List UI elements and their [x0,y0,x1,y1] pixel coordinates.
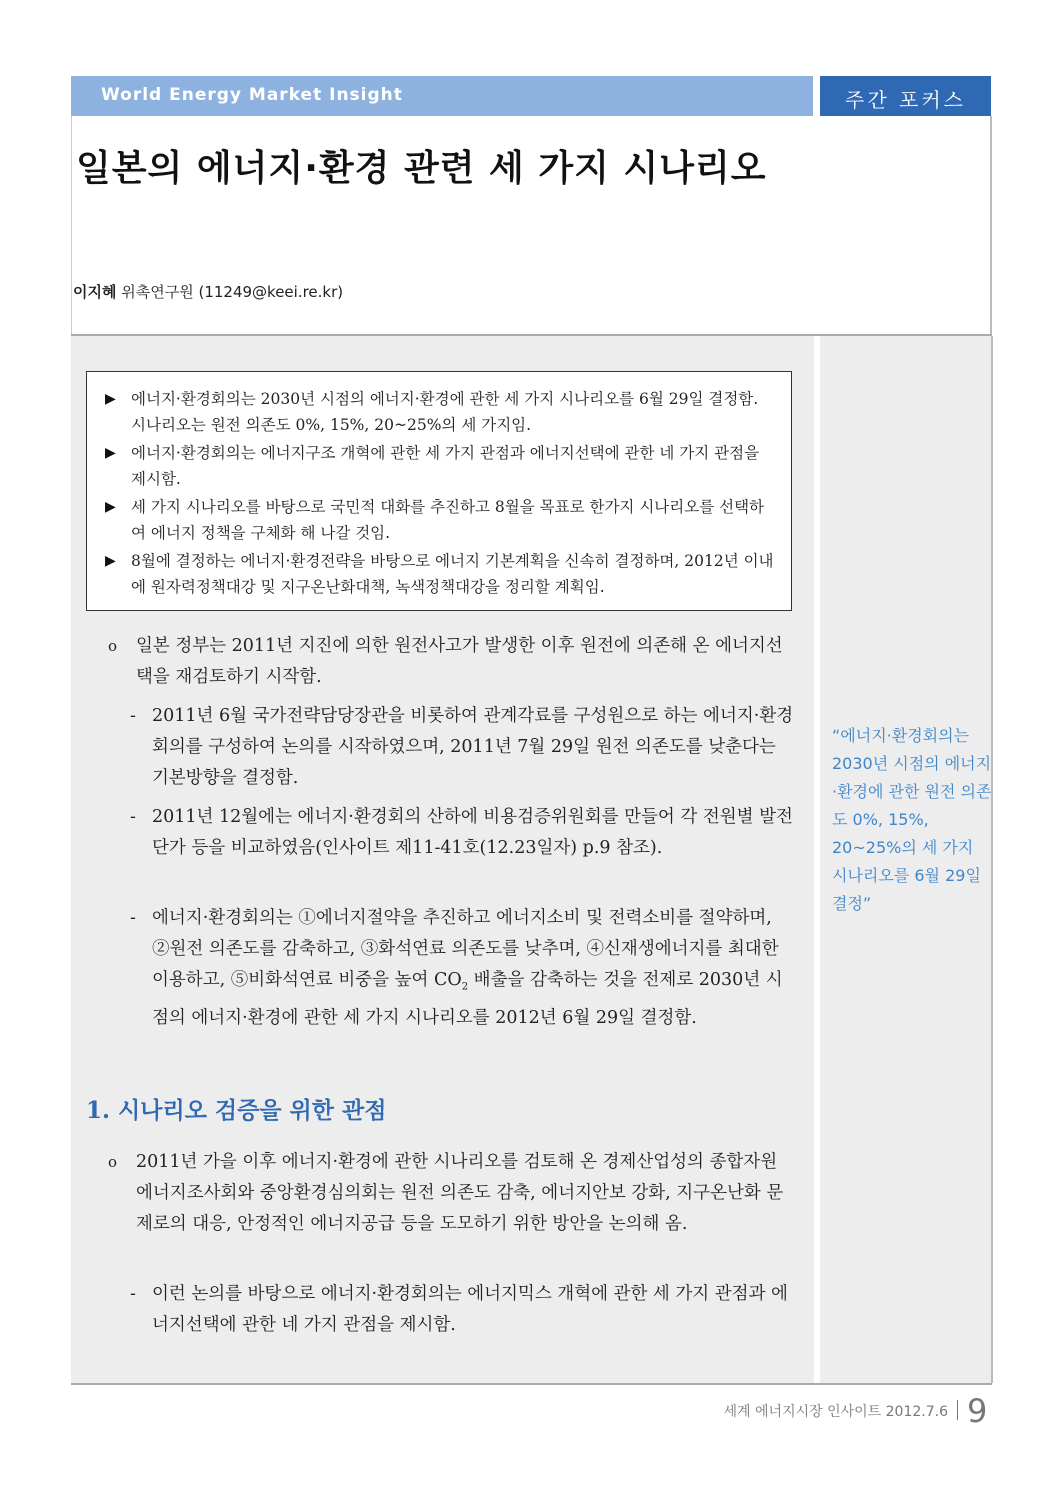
paragraph-text: 이런 논의를 바탕으로 에너지·환경회의는 에너지믹스 개혁에 관한 세 가지 관점과 에너지선택에 관한 네 가지 관점을 제시함. [152,1284,788,1335]
summary-box [86,371,792,611]
paragraph-text: 일본 정부는 2011년 지진에 의한 원전사고가 발생한 이후 원전에 의존해 온 에너지선택을 재검토하기 시작함. [136,636,783,687]
dash-bullet-icon: - [130,706,136,726]
section-tag [820,76,991,116]
body-subparagraph [130,802,794,864]
summary-item [105,548,777,600]
footer-text: 세계 에너지시장 인사이트 2012.7.6 [723,1404,948,1420]
divider [990,116,992,334]
body-subparagraph [130,701,794,794]
summary-text: 에너지·환경회의는 2030년 시점의 에너지·환경에 관한 세 가지 시나리오를 6월 29일 결정함. 시나리오는 원전 의존도 0%, 15%, 20~25%의 세 가지임. [131,390,759,434]
summary-text: 에너지·환경회의는 에너지구조 개혁에 관한 세 가지 관점과 에너지선택에 관한 네 가지 관점을 제시함. [131,444,760,488]
body-subparagraph [130,1279,794,1341]
paragraph-text: 배출을 감축하는 것을 전제로 2030년 시점의 에너지·환경에 관한 세 가지 시나리오를 2012년 6월 29일 결정함. [152,970,783,1028]
paragraph-text: 에너지·환경회의는 ①에너지절약을 추진하고 에너지소비 및 전력소비를 절약하며, ②원전 의존도를 감축하고, ③화석연료 의존도를 낮추며, ④신재생에너지를 최대한 이용하고, ⑤비화석연료 비중을 높여 CO [152,908,779,990]
publication-label: World Energy Market Insight [101,85,403,105]
section-tag-label: 주간 포커스 [845,88,966,112]
summary-item [105,386,777,438]
pull-quote: “에너지·환경회의는 2030년 시점의 에너지·환경에 관한 원전 의존도 0%, 15%, 20~25%의 세 가지 시나리오를 6월 29일 결정” [832,726,992,913]
circle-bullet-icon: o [108,637,118,655]
summary-item [105,494,777,546]
subscript: 2 [461,981,469,993]
body-paragraph [108,631,794,693]
summary-text: 세 가지 시나리오를 바탕으로 국민적 대화를 추진하고 8월을 목표로 한가지 시나리오를 선택하여 에너지 정책을 구체화 해 나갈 것임. [131,498,765,542]
paragraph-text: 2011년 가을 이후 에너지·환경에 관한 시나리오를 검토해 온 경제산업성의 종합자원에너지조사회와 중앙환경심의회는 원전 의존도 감축, 에너지안보 강화, 지구온난화 문제로의 대응, 안정적인 에너지공급 등을 도모하기 위한 방안을 논의해 옴. [136,1152,784,1234]
body-subparagraph [130,903,794,1034]
divider [71,116,72,334]
summary-item [105,440,777,492]
dash-bullet-icon: - [130,1284,136,1304]
triangle-bullet-icon: ▶ [105,445,116,461]
divider [71,1383,992,1385]
section-heading: 1. 시나리오 검증을 위한 관점 [86,1097,387,1124]
header-band [71,76,813,116]
page-title: 일본의 에너지·환경 관련 세 가지 시나리오 [76,148,767,189]
circle-bullet-icon: o [108,1153,118,1171]
summary-text: 8월에 결정하는 에너지·환경전략을 바탕으로 에너지 기본계획을 신속히 결정하며, 2012년 이내에 원자력정책대강 및 지구온난화대책, 녹색정책대강을 정리할 계획임. [131,552,774,596]
triangle-bullet-icon: ▶ [105,391,116,407]
author-name: 이지혜 [73,283,117,301]
triangle-bullet-icon: ▶ [105,499,116,515]
paragraph-text: 2011년 12월에는 에너지·환경회의 산하에 비용검증위원회를 만들어 각 전원별 발전단가 등을 비교하였음(인사이트 제11-41호(12.23일자) p.9 참조). [152,807,793,858]
divider [957,1400,958,1420]
author-line [73,281,343,302]
author-role-email: 위촉연구원 (11249@keei.re.kr) [121,283,344,301]
dash-bullet-icon: - [130,807,136,827]
body-paragraph [108,1147,794,1240]
paragraph-text: 2011년 6월 국가전략담당장관을 비롯하여 관계각료를 구성원으로 하는 에너지·환경회의를 구성하여 논의를 시작하였으며, 2011년 7월 29일 원전 의존도를 낮춘다는 기본방향을 결정함. [152,706,794,788]
dash-bullet-icon: - [130,908,136,928]
page-number: 9 [967,1392,988,1430]
triangle-bullet-icon: ▶ [105,553,116,569]
